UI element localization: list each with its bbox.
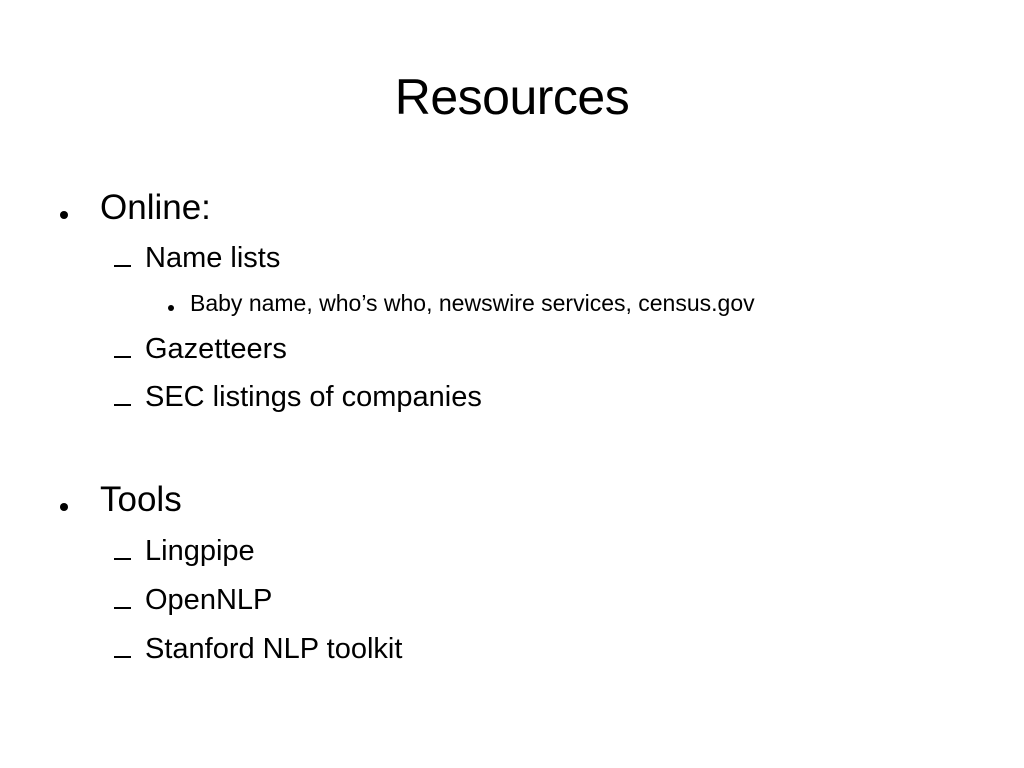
- subbullet-label: Gazetteers: [145, 333, 287, 365]
- subbullet-label: OpenNLP: [145, 584, 273, 616]
- dash-icon: [114, 583, 131, 617]
- bullet-dot-icon: [168, 289, 174, 317]
- dash-icon: [114, 534, 131, 568]
- dash-icon: [114, 380, 131, 414]
- subbullet-name-lists: [145, 241, 280, 275]
- subbullet-label: SEC listings of companies: [145, 381, 482, 413]
- bullet-label: Online:: [100, 188, 211, 227]
- bullet-online: [100, 188, 211, 228]
- subbullet-lingpipe: [145, 534, 255, 568]
- subbullet-sec-listings: [145, 380, 482, 414]
- bullet-label: Tools: [100, 480, 182, 519]
- dash-icon: [114, 332, 131, 366]
- subbullet-gazetteers: [145, 332, 287, 366]
- subsubbullet-label: Baby name, who’s who, newswire services, census.gov: [190, 290, 755, 316]
- slide-title: Resources: [394, 69, 630, 125]
- dash-icon: [114, 241, 131, 275]
- bullet-dot-icon: [60, 480, 68, 520]
- subbullet-opennlp: [145, 583, 272, 617]
- bullet-dot-icon: [60, 188, 68, 228]
- subbullet-label: Stanford NLP toolkit: [145, 633, 403, 665]
- subbullet-label: Name lists: [145, 242, 281, 274]
- bullet-tools: [100, 480, 182, 520]
- subbullet-stanford-nlp: [145, 632, 402, 666]
- dash-icon: [114, 632, 131, 666]
- subsubbullet-name-sources: [190, 289, 755, 317]
- subbullet-label: Lingpipe: [145, 535, 255, 567]
